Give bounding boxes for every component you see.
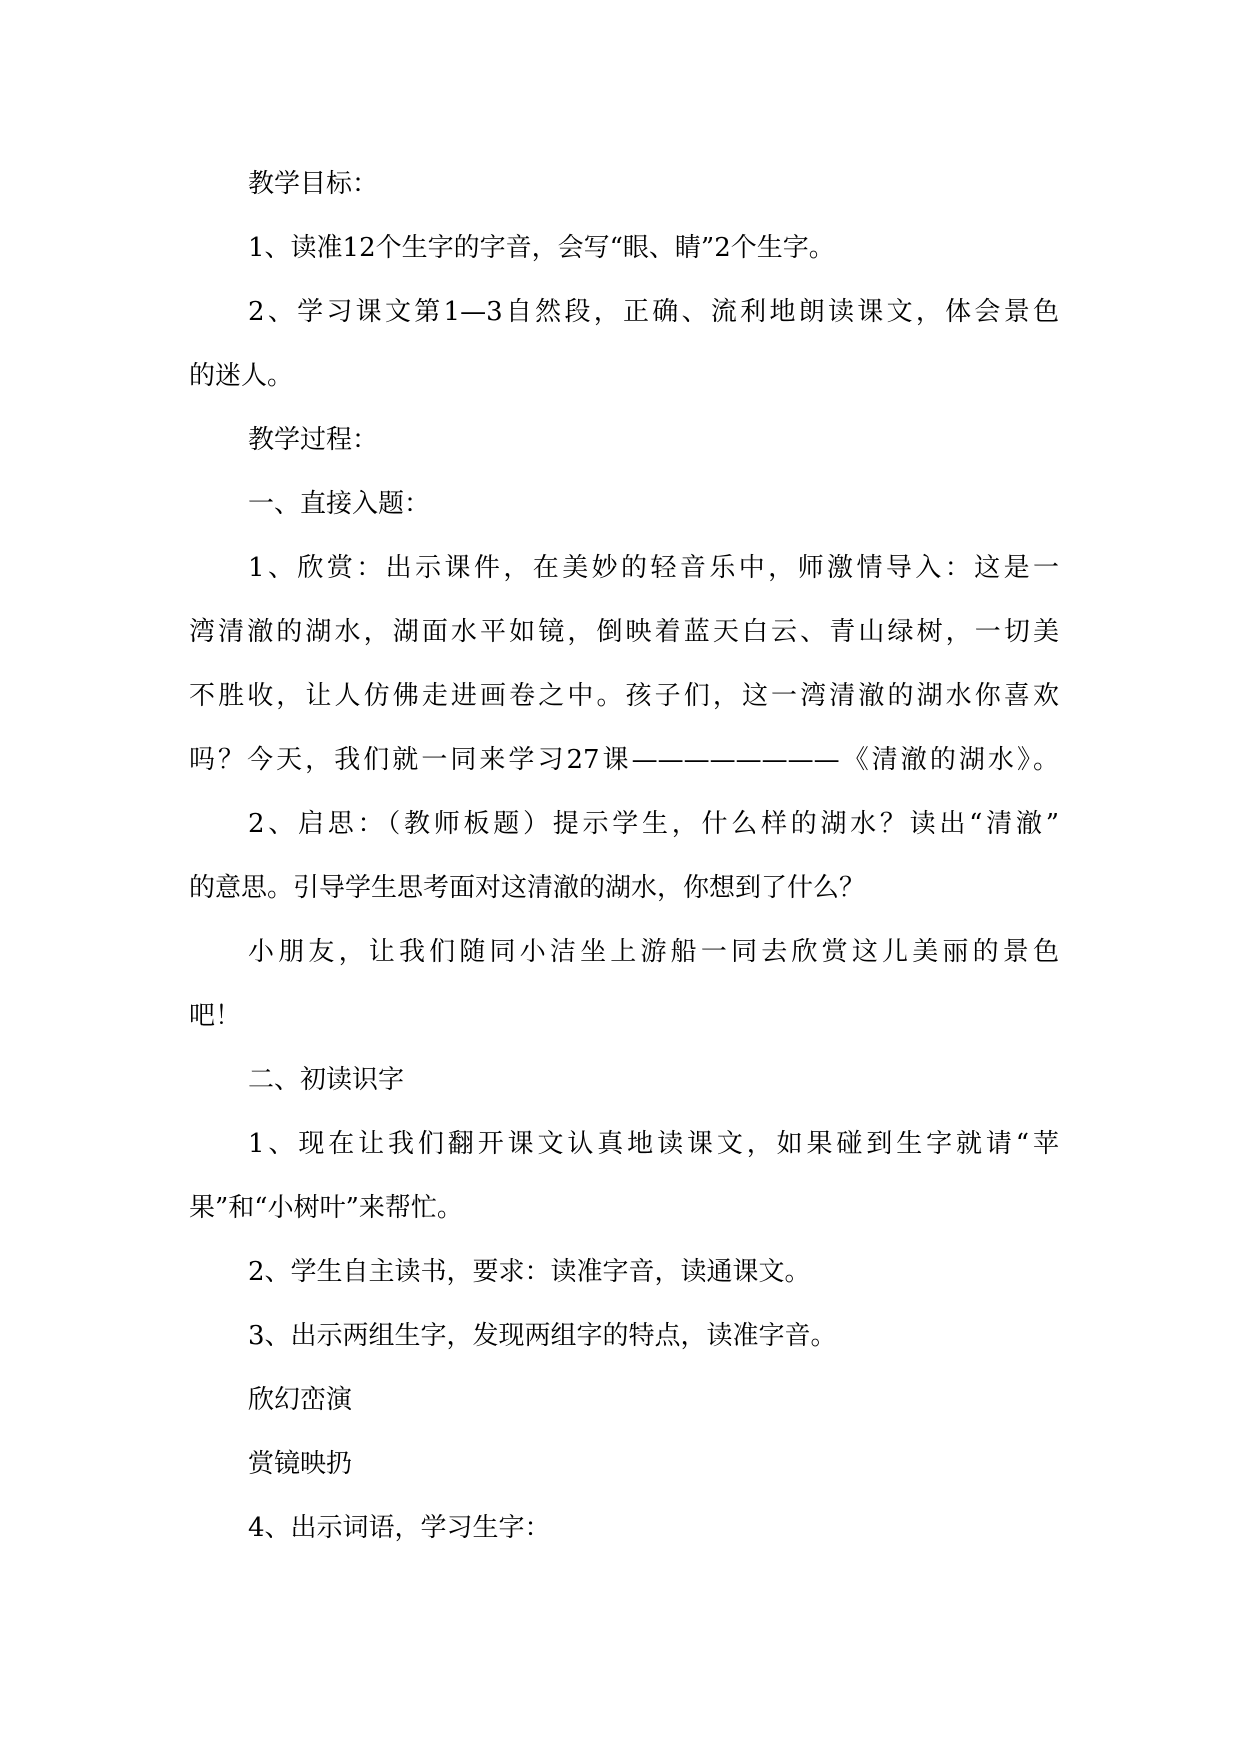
goal-item-2: 2、学习课文第1—3自然段，正确、流利地朗读课文，体会景色 (248, 297, 1059, 327)
paragraph-line: 1、现在让我们翻开课文认真地读课文，如果碰到生字就请“苹 (248, 1129, 1059, 1159)
section-heading-2: 二、初读识字 (248, 1065, 405, 1095)
character-group-2: 赏镜映扔 (248, 1449, 353, 1479)
heading-teaching-goals: 教学目标： (248, 169, 379, 199)
paragraph-line: 的意思。引导学生思考面对这清澈的湖水，你想到了什么？ (189, 873, 866, 903)
goal-item-2-continued: 的迷人。 (189, 361, 294, 391)
goal-item-1: 1、读准12个生字的字音，会写“眼、睛”2个生字。 (248, 233, 835, 263)
paragraph-line: 2、启思：（教师板题）提示学生，什么样的湖水？读出“清澈” (248, 809, 1059, 839)
paragraph-line: 3、出示两组生字，发现两组字的特点，读准字音。 (248, 1321, 837, 1351)
paragraph-line: 4、出示词语，学习生字： (248, 1513, 551, 1543)
paragraph-line: 果”和“小树叶”来帮忙。 (189, 1193, 463, 1223)
paragraph-line: 1、欣赏：出示课件，在美妙的轻音乐中，师激情导入：这是一 (248, 553, 1059, 583)
paragraph-line: 不胜收，让人仿佛走进画卷之中。孩子们，这一湾清澈的湖水你喜欢 (189, 681, 1059, 711)
paragraph-line: 湾清澈的湖水，湖面水平如镜，倒映着蓝天白云、青山绿树，一切美 (189, 617, 1059, 647)
paragraph-line: 吧！ (189, 1001, 242, 1031)
character-group-1: 欣幻峦演 (248, 1385, 353, 1415)
paragraph-line: 2、学生自主读书，要求：读准字音，读通课文。 (248, 1257, 811, 1287)
heading-teaching-process: 教学过程： (248, 425, 379, 455)
section-heading-1: 一、直接入题： (248, 489, 431, 519)
paragraph-line: 小朋友，让我们随同小洁坐上游船一同去欣赏这儿美丽的景色 (248, 937, 1059, 967)
paragraph-line: 吗？今天，我们就一同来学习27课————————《清澈的湖水》。 (189, 745, 1059, 775)
